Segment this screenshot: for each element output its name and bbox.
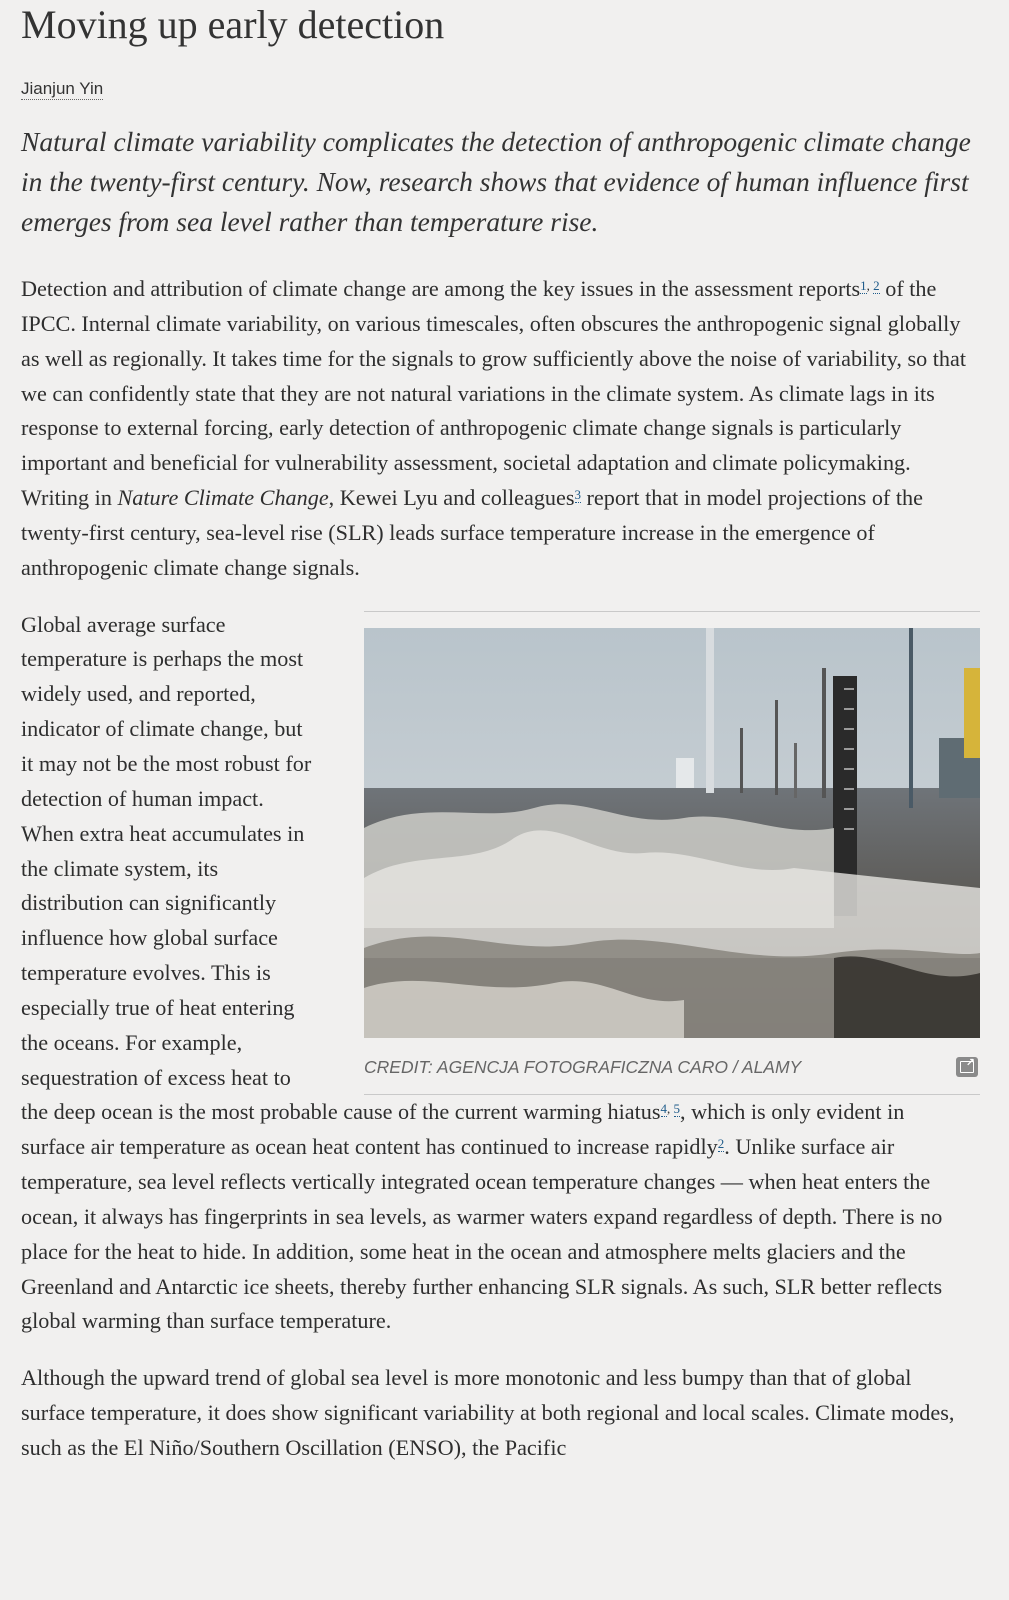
figure [364, 611, 980, 1095]
reference-3-link[interactable]: 3 [574, 487, 581, 503]
reference-5-link[interactable]: 5 [673, 1101, 681, 1117]
reference-2-link[interactable]: 2 [717, 1136, 725, 1152]
paragraph-1-text-b: of the IPCC. Internal climate variability, on various timescales, often obscures the anthropogenic signal globally as well as regionally. It takes time for the signals to grow sufficiently above the noise of variability, so that we can confidently state that they are not natural variations in the climate system. As climate lags in its response to external forcing, early detection of anthropogenic climate change signals is particularly important and beneficial for vulnerability assessment, societal adaptation and climate policymaking. Writing in [21, 276, 966, 511]
paragraph-1 [21, 272, 971, 586]
figure-caption: CREDIT: AGENCJA FOTOGRAFICZNA CARO / ALAMY [364, 1056, 802, 1077]
standfirst: Natural climate variability complicates the detection of anthropogenic climate change in the twenty-first century. Now, research shows that evidence of human influence first emerges from sea level rather than temperature rise. [21, 126, 971, 237]
storm-surge-photo[interactable] [364, 628, 980, 1038]
paragraph-2-text-b: , which is only evident in surface air temperature as ocean heat content has continued to increase rapidly [21, 1099, 905, 1160]
reference-separator: , [667, 1101, 674, 1117]
paragraph-2-text-a: Global average surface temperature is perhaps the most widely used, and reported, indicator of climate change, but it may not be the most robust for detection of human impact. When extra heat accumulates in the climate system, its distribution can significantly influence how global surface temperature evolves. This is especially true of heat entering the oceans. For example, sequestration of excess heat to the deep ocean is the most probable cause of the current warming hiatus [21, 611, 661, 1125]
reference-2-link[interactable]: 2 [873, 278, 880, 293]
reference-4-link[interactable]: 4 [660, 1101, 668, 1117]
paragraph-1-text-d: report that in model projections of the twenty-first century, sea-level rise (SLR) leads surface temperature increase in the emergence of anthropogenic climate change signals. [21, 485, 923, 580]
paragraph-3: Although the upward trend of global sea level is more monotonic and less bumpy than that of global surface temperature, it does show significant variability at both regional and local scales. Climate modes, such as the El Niño/Southern Oscillation (ENSO), the Pacific [21, 1365, 955, 1460]
reference-1-link[interactable]: 1 [860, 278, 867, 293]
reference-separator: , [866, 278, 874, 293]
expand-icon[interactable] [956, 1057, 978, 1077]
article-title: Moving up early detection [21, 2, 445, 47]
journal-name: Nature Climate Change [117, 485, 329, 511]
author-link[interactable]: Jianjun Yin [21, 79, 104, 98]
paragraph-1-text-a: Detection and attribution of climate change are among the key issues in the assessment reports [21, 276, 861, 301]
caption-row [364, 1057, 980, 1078]
paragraph-2-text-c: . Unlike surface air temperature, sea level reflects vertically integrated ocean temperature changes — when heat enters the ocean, it always has fingerprints in sea levels, as warmer waters expand regardless of depth. There is no place for the heat to hide. In addition, some heat in the ocean and atmosphere melts glaciers and the Greenland and Antarctic ice sheets, thereby further enhancing SLR signals. As such, SLR better reflects global warming than surface temperature. [21, 1134, 943, 1334]
paragraph-1-text-c: , Kewei Lyu and colleagues [328, 485, 575, 511]
